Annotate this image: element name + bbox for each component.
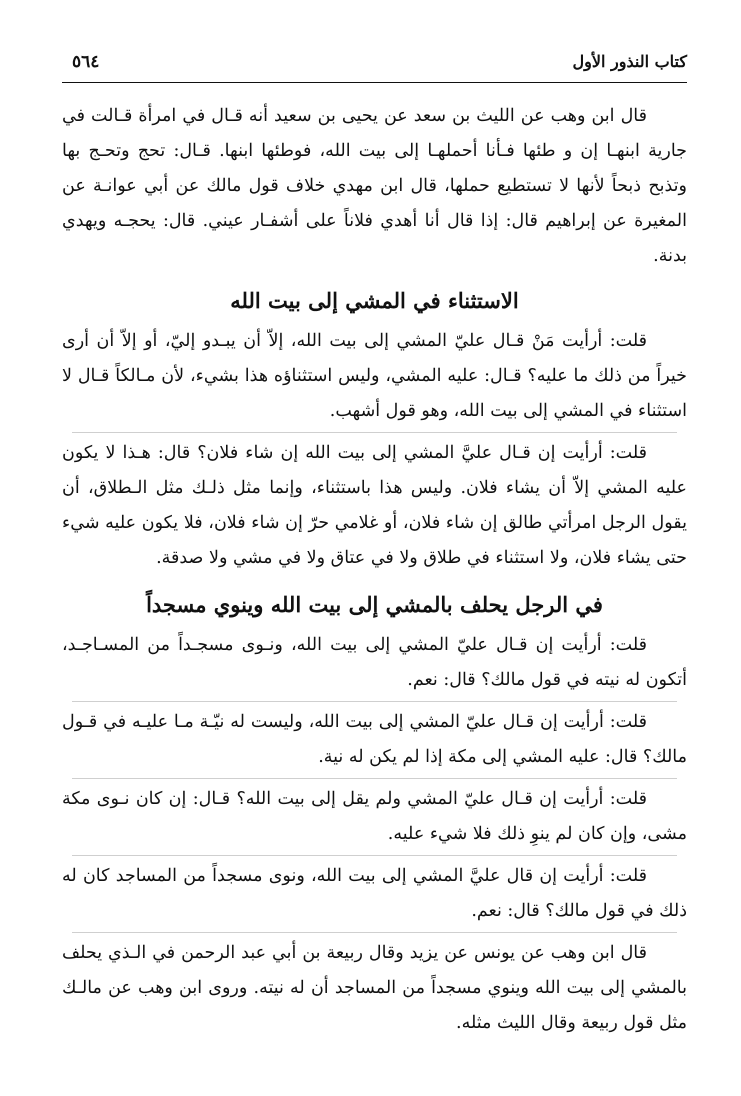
running-title: كتاب النذور الأول [572, 52, 687, 71]
paragraph-divider [72, 432, 677, 433]
book-page [62, 40, 687, 1070]
paragraph-divider [72, 778, 677, 779]
paragraph-walking-unspecified: قلت: أرأيت إن قـال عليّ المشي ولم يقل إلى بيت الله؟ قـال: إن كان نـوى مكة مشى، وإن كان لم ينوِ ذلك فلا شيء عليه. [62, 789, 687, 844]
paragraph-mosque-intention-valid: قلت: أرأيت إن قال عليَّ المشي إلى بيت الله، ونوى مسجداً من المساجد كان له ذلك في قول مالك؟ قال: نعم. [62, 866, 687, 921]
paragraph-intending-mosque: قلت: أرأيت إن قـال عليّ المشي إلى بيت الله، ونـوى مسجـداً من المسـاجـد، أتكون له نيته في قول مالك؟ قال: نعم. [62, 635, 687, 690]
page-header [62, 40, 687, 83]
paragraph-divider [72, 932, 677, 933]
paragraph-ibn-wahb-layth: قال ابن وهب عن الليث بن سعد عن يحيى بن سعيد أنه قـال في امرأة قـالت في جارية ابنهـا إن و طئها فـأنا أحملهـا إلى بيت الله، فوطئها ابنها. قـال: تحج وتحـج بها وتذبح ذبحاً لأنها لا تستطيع حملها، قال ابن مهدي خلاف قول مالك عن أبي عوانـة عن المغيرة عن إبراهيم قال: إذا قال أنا أهدي فلاناً على أشفـار عيني. قال: يحجـه ويهدي بدنة. [62, 106, 687, 266]
paragraph-divider [72, 701, 677, 702]
paragraph-exception-walking: قلت: أرأيت مَنْ قـال عليّ المشي إلى بيت الله، إلاّ أن يبـدو إليّ، أو إلاّ أن أرى خيراً من ذلك ما عليه؟ قـال: عليه المشي، وليس استثناؤه هذا بشيء، لأن مـالكاً قـال لا استثناء في المشي إلى بيت الله، وهو قول أشهب. [62, 331, 687, 421]
paragraph-rabia-opinion: قال ابن وهب عن يونس عن يزيد وقال ربيعة بن أبي عبد الرحمن في الـذي يحلف بالمشي إلى بيت الله وينوي مسجداً من المساجد أن له نيته. وروى ابن وهب عن مالـك مثل قول ربيعة وقال الليث مثله. [62, 943, 687, 1033]
section-heading-exception: الاستثناء في المشي إلى بيت الله [230, 288, 519, 313]
paragraph-exception-will-of-person: قلت: أرأيت إن قـال عليَّ المشي إلى بيت الله إن شاء فلان؟ قال: هـذا لا يكون عليه المشي إلاّ أن يشاء فلان. وليس هذا باستثناء، وإنما مثل ذلـك مثل الـطلاق، أن يقول الرجل امرأتي طالق إن شاء فلان، أو غلامي حرّ إن شاء فلان، فلا يكون عليه شيء حتى يشاء فلان، ولا استثناء في طلاق ولا في عتاق ولا في مشي ولا صدقة. [62, 443, 687, 568]
paragraph-divider [72, 855, 677, 856]
page-number: ٥٦٤ [72, 52, 100, 72]
section-heading-intending-mosque: في الرجل يحلف بالمشي إلى بيت الله وينوي مسجداً [146, 592, 603, 617]
paragraph-no-intention: قلت: أرأيت إن قـال عليّ المشي إلى بيت الله، وليست له نيّـة مـا عليـه في قـول مالك؟ قال: عليه المشي إلى مكة إذا لم يكن له نية. [62, 712, 687, 767]
